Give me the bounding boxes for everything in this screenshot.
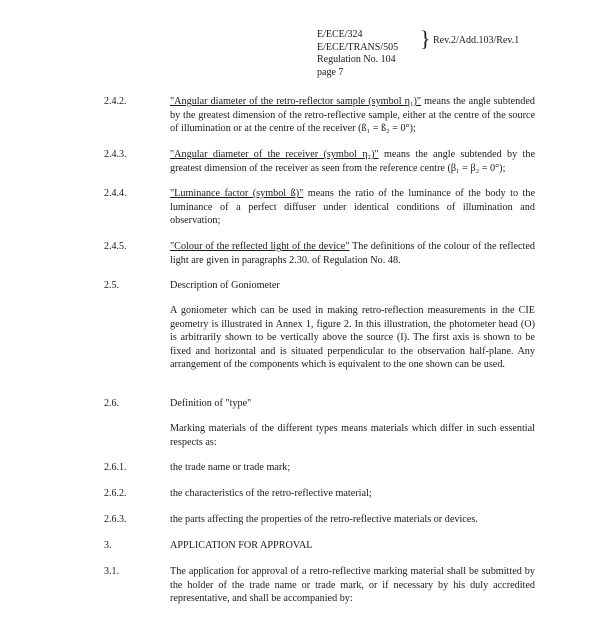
- section-2-6-3-text: the parts affecting the properties of the retro-reflective materials or devices.: [170, 514, 478, 525]
- section-number-2-4-2: 2.4.2.: [104, 96, 127, 107]
- section-number-2-4-3: 2.4.3.: [104, 149, 127, 160]
- section-number-3-1: 3.1.: [104, 566, 119, 577]
- header-revision: Rev.2/Add.103/Rev.1: [433, 35, 520, 46]
- header-regulation: Regulation No. 104: [317, 54, 396, 65]
- section-number-2-6-2: 2.6.2.: [104, 488, 127, 499]
- section-2-4-3-text: [170, 148, 535, 175]
- section-2-4-3-body: means the angle subtended by the greatest dimension of the receiver as seen from the reference centre (β₁ = β₂ = 0°);: [170, 149, 535, 174]
- section-2-4-5-term: "Colour of the reflected light of the device": [170, 241, 350, 252]
- section-number-2-5: 2.5.: [104, 280, 119, 291]
- header-brace: }: [420, 26, 431, 51]
- section-number-2-4-5: 2.4.5.: [104, 241, 127, 252]
- section-number-2-4-4: 2.4.4.: [104, 188, 127, 199]
- section-2-4-4-term: "Luminance factor (symbol ß)": [170, 188, 304, 199]
- section-2-4-5-body: The definitions of the colour of the reflected light are given in paragraphs 2.30. of Regulation No. 48.: [170, 241, 536, 266]
- section-number-3: 3.: [104, 540, 112, 551]
- section-2-5-body: A goniometer which can be used in making retro-reflection measurements in the CIE geometry is illustrated in Annex 1, figure 2. In this illustration, the photometer head (O) is arbitrarily shown to be vertically above the source (I). The first axis is shown to be fixed and horizontal and is situated perpendicular to the observation half-plane. Any arrangement of the components which is equivalent to the one shown can be used.: [170, 305, 535, 370]
- section-number-2-6-1: 2.6.1.: [104, 462, 127, 473]
- section-3-1-body: The application for approval of a retro-reflective marking material shall be submitted by the holder of the trade name or trade mark, or if necessary by his duly accredited representative, and shall be accompanied by:: [170, 566, 535, 604]
- section-2-4-2-body: means the angle subtended by the greatest dimension of the retro-reflective sample, either at the centre of the source of illumination or at the centre of the receiver (ß₁ = ß₂ = 0°);: [170, 96, 535, 134]
- section-2-4-4-body: means the ratio of the luminance of the body to the luminance of a perfect diffuser under identical conditions of illumination and observation;: [170, 188, 535, 226]
- section-2-5-title: Description of Goniometer: [170, 280, 280, 291]
- section-2-4-4-text: [170, 187, 535, 228]
- header-page-number: page 7: [317, 66, 344, 78]
- section-2-6-1-text: the trade name or trade mark;: [170, 462, 291, 473]
- section-number-2-6-3: 2.6.3.: [104, 514, 127, 525]
- section-2-4-5-text: [170, 240, 535, 267]
- section-2-4-2-text: [170, 95, 535, 136]
- header-symbol-1: E/ECE/324: [317, 29, 363, 40]
- section-2-6-2-text: the characteristics of the retro-reflective material;: [170, 488, 372, 499]
- section-3-title: APPLICATION FOR APPROVAL: [170, 540, 313, 551]
- section-2-6-body: Marking materials of the different types means materials which differ in such essential respects as:: [170, 423, 535, 448]
- header-symbol-2: E/ECE/TRANS/505: [317, 41, 399, 53]
- section-2-4-2-term: "Angular diameter of the retro-reflector sample (symbol η₁)": [170, 96, 422, 107]
- section-2-4-3-term: "Angular diameter of the receiver (symbol η₂)": [170, 149, 379, 160]
- section-2-6-title: Definition of "type": [170, 398, 252, 409]
- document-header: [317, 29, 398, 79]
- section-number-2-6: 2.6.: [104, 398, 119, 409]
